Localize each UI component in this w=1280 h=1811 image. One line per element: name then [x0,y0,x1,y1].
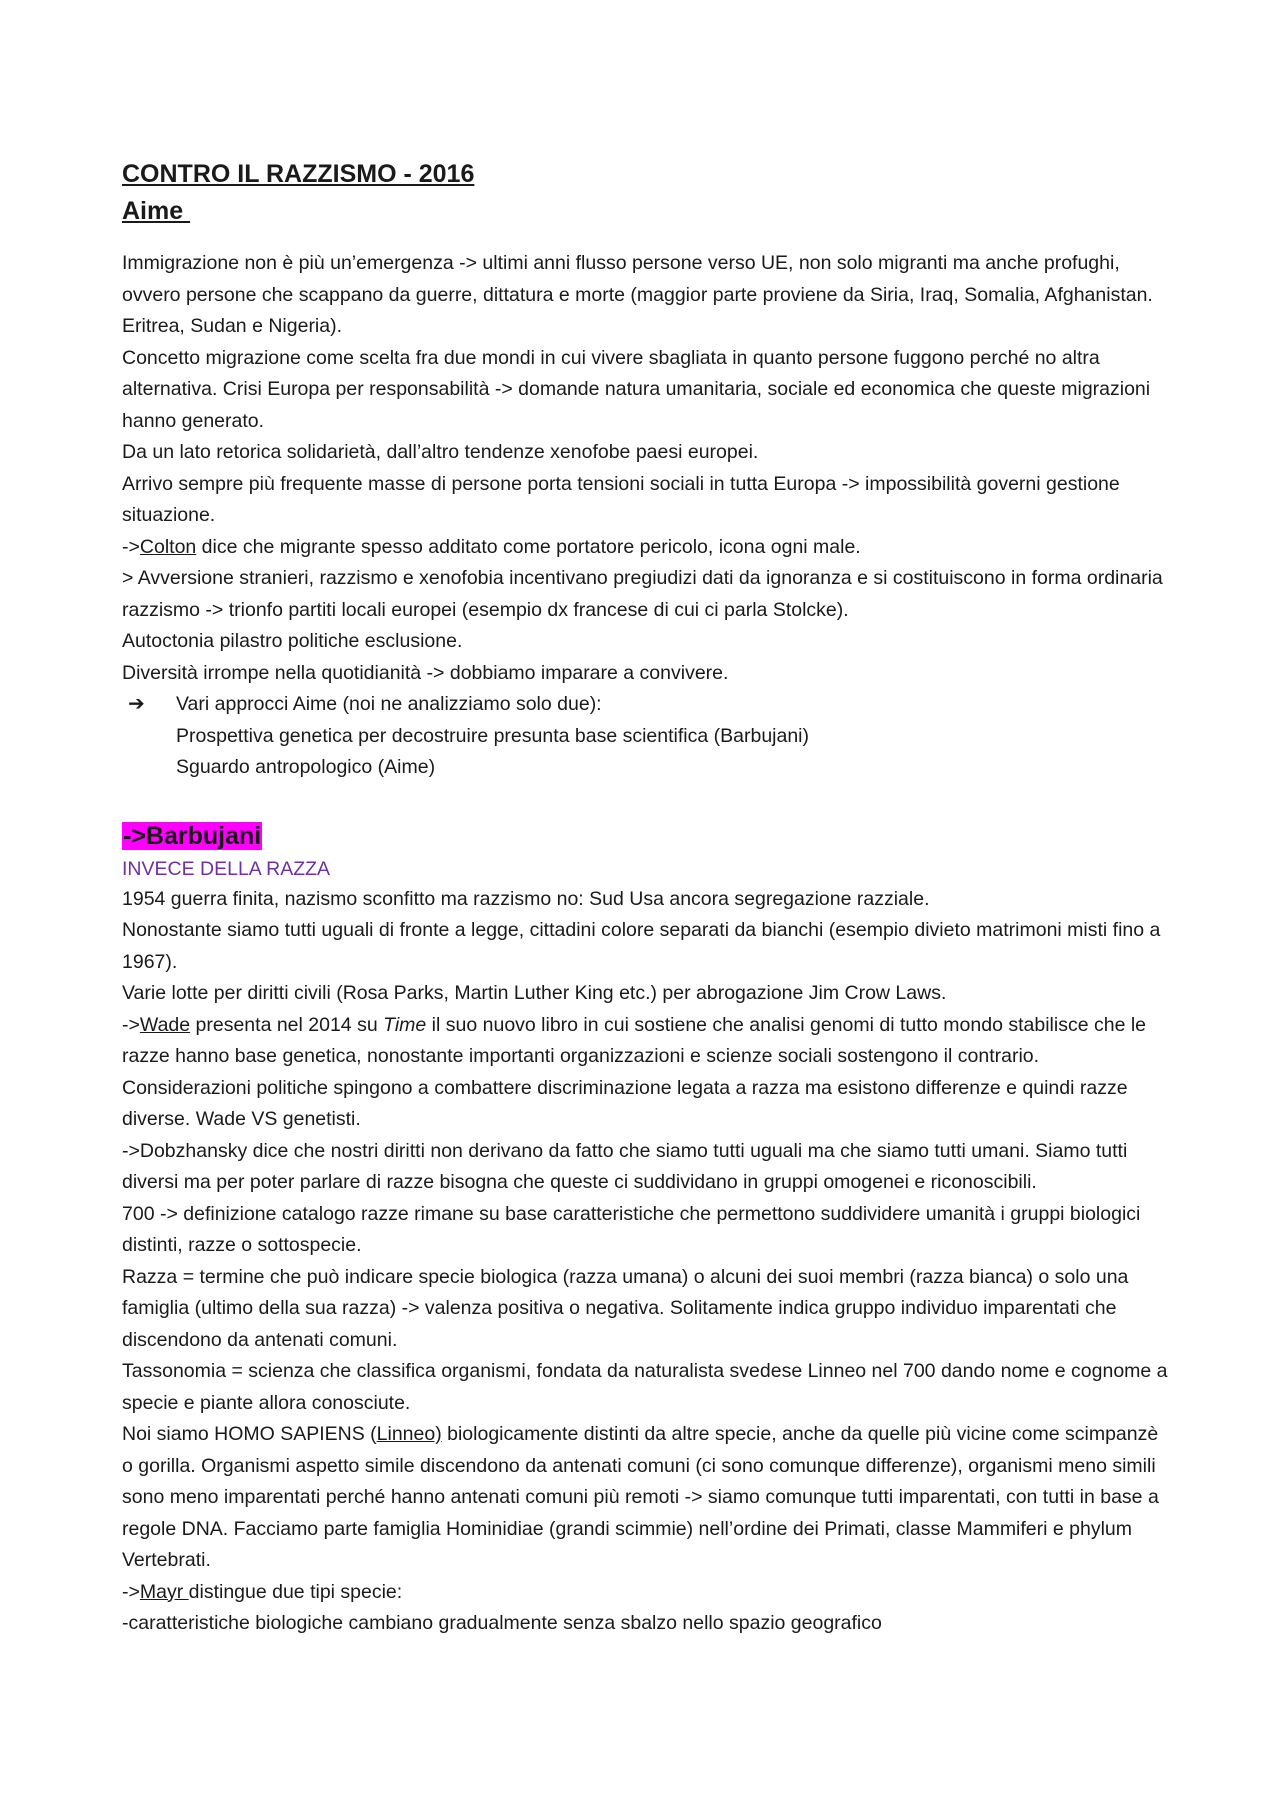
paragraph [122,1419,1172,1577]
italic-title: Time [383,1013,427,1036]
text-run: distingue due tipi specie: [188,1580,403,1603]
paragraph: 1954 guerra finita, nazismo sconfitto ma razzismo no: Sud Usa ancora segregazione razziale. [122,887,930,910]
paragraph [122,532,1172,564]
author-reference: Mayr [139,1580,189,1603]
text-run: -> [122,1013,140,1036]
section-subheading: INVECE DELLA RAZZA [122,857,331,880]
paragraph: Varie lotte per diritti civili (Rosa Parks, Martin Luther King etc.) per abrogazione Jim Crow Laws. [122,982,947,1004]
bullet-item [122,689,1172,721]
paragraph: Tassonomia = scienza che classifica organismi, fondata da naturalista svedese Linneo nel 700 dando nome e cognome a specie e piante allora conosciute. [122,1360,1168,1414]
text-run: biologicamente distinti da altre specie, anche da quelle più vicine come scimpanzè o gorilla. Organismi aspetto simile discendono da antenati comuni (ci sono comunque differenze), organismi meno simili sono meno imparentati perché hanno antenati comuni più remoti -> siamo comunque tutti imparentati, con tutti in base a regole DNA. Facciamo parte famiglia Hominidiae (grandi scimmie) nell’ordine dei Primati, classe Mammiferi e phylum Vertebrati. [122,1423,1159,1571]
paragraph: ->Dobzhansky dice che nostri diritti non derivano da fatto che siamo tutti uguali ma che siamo tutti umani. Siamo tutti diversi ma per poter parlare di razze bisogna che queste ci suddividano in gruppi omogenei e riconoscibili. [122,1139,1128,1193]
paragraph: -caratteristiche biologiche cambiano gradualmente senza sbalzo nello spazio geografico [122,1612,882,1634]
text-run: dice che migrante spesso additato come portatore pericolo, icona ogni male. [196,535,861,558]
paragraph: > Avversione stranieri, razzismo e xenofobia incentivano pregiudizi dati da ignoranza e si costituiscono in forma ordinaria razzismo -> trionfo partiti locali europei (esempio dx francese di cui ci parla Stolcke). [122,567,1163,621]
bullet-text: Vari approcci Aime (noi ne analizziamo solo due): [176,693,602,715]
arrow-bullet-icon: ➔ [128,693,145,715]
text-run: Noi siamo HOMO SAPIENS ( [122,1423,377,1445]
paragraph: Arrivo sempre più frequente masse di persone porta tensioni sociali in tutta Europa -> impossibilità governi gestione situazione. [122,472,1120,526]
section-heading [122,818,1172,854]
paragraph: Autoctonia pilastro politiche esclusione. [122,630,463,652]
paragraph: Razza = termine che può indicare specie biologica (razza umana) o alcuni dei suoi membri (razza bianca) o solo una famiglia (ultimo della sua razza) -> valenza positiva o negativa. Solitamente indica gruppo individuo imparentati che discendono da antenati comuni. [122,1265,1129,1351]
document-page [122,154,1172,1640]
highlighted-heading: ->Barbujani [123,821,262,850]
paragraph: 700 -> definizione catalogo razze rimane su base caratteristiche che permettono suddividere umanità i gruppi biologici distinti, razze o sottospecie. [122,1202,1141,1256]
paragraph: Diversità irrompe nella quotidianità -> dobbiamo imparare a convivere. [122,661,729,684]
paragraph: Nonostante siamo tutti uguali di fronte a legge, cittadini colore separati da bianchi (esempio divieto matrimoni misti fino a 1967). [122,919,1161,973]
text-run: -> [122,1580,140,1603]
document-title: CONTRO IL RAZZISMO - 2016 [122,160,475,188]
author-reference: Colton [139,535,197,558]
sub-item: Sguardo antropologico (Aime) [176,756,436,778]
author-reference: Linneo) [376,1423,442,1445]
paragraph [122,1010,1172,1136]
author-reference: Wade [139,1013,191,1036]
sub-item: Prospettiva genetica per decostruire presunta base scientifica (Barbujani) [176,724,810,747]
document-author: Aime [122,197,191,225]
paragraph [122,1577,1172,1609]
paragraph: Concetto migrazione come scelta fra due mondi in cui vivere sbagliata in quanto persone fuggono perché no altra alternativa. Crisi Europa per responsabilità -> domande natura umanitaria, sociale ed economica che queste migrazioni hanno generato. [122,346,1151,432]
text-run: -> [122,535,140,558]
paragraph: Da un lato retorica solidarietà, dall’altro tendenze xenofobe paesi europei. [122,441,759,463]
text-run: il suo nuovo libro in cui sostiene che analisi genomi di tutto mondo stabilisce che le razze hanno base genetica, nonostante importanti organizzazioni e scienze sociali sostengono il contrario. Considerazioni politiche spingono a combattere discriminazione legata a razza ma esistono differenze e quindi razze diverse. Wade VS genetisti. [122,1013,1147,1130]
text-run: presenta nel 2014 su [190,1013,384,1036]
paragraph: Immigrazione non è più un’emergenza -> ultimi anni flusso persone verso UE, non solo migranti ma anche profughi, ovvero persone che scappano da guerre, dittatura e morte (maggior parte proviene da Siria, Iraq, Somalia, Afghanistan. Eritrea, Sudan e Nigeria). [122,252,1153,337]
